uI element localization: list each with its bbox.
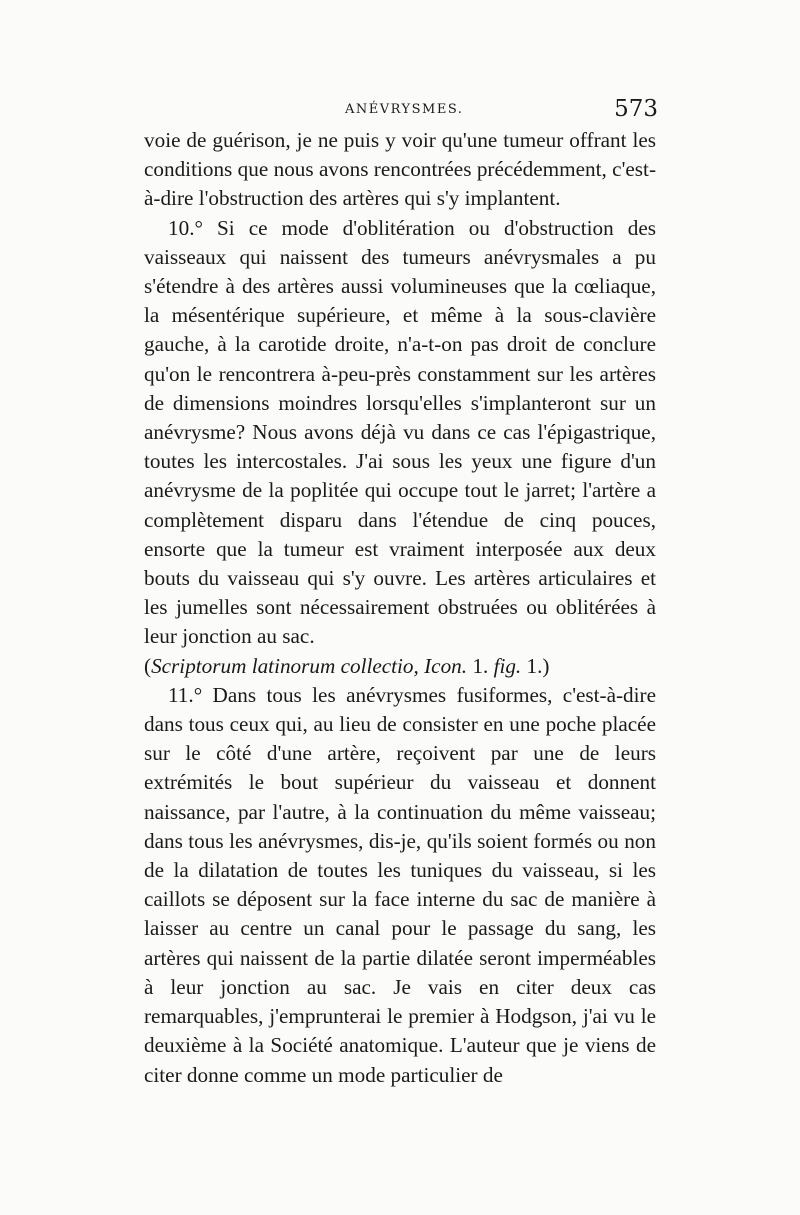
running-title: ANÉVRYSMES. <box>345 102 464 117</box>
paragraph-10-text: 10.° Si ce mode d'oblitération ou d'obstruction des vaisseaux qui naissent des tumeurs anévrysmales a pu s'étendre à des artères aussi volumineuses que la cœliaque, la mésentérique supérieure, et même à la sous-clavière gauche, à la carotide droite, n'a-t-on pas droit de conclure qu'on le rencontrera à-peu-près constamment sur les artères de dimensions moindres lorsqu'elles s'implanteront sur un anévrysme? Nous avons déjà vu dans ce cas l'épigastrique, toutes les intercostales. J'ai sous les yeux une figure d'un anévrysme de la poplitée qui occupe tout le jarret; l'artère a complètement disparu dans l'étendue de cinq pouces, ensorte que la tumeur est vraiment interposée aux deux bouts du vaisseau qui s'y ouvre. Les artères articulaires et les jumelles sont nécessairement obstruées ou oblitérées à leur jonction au sac. <box>144 215 656 649</box>
page-number: 573 <box>614 96 658 122</box>
body-text <box>144 126 656 1090</box>
citation-end: 1.) <box>521 653 550 678</box>
citation-open: ( <box>144 653 152 678</box>
citation-fig: fig. <box>493 653 522 678</box>
running-head <box>140 96 660 128</box>
citation-title: Scriptorum latinorum collectio, Icon. <box>151 653 468 678</box>
paragraph-11: 11.° Dans tous les anévrysmes fusiformes, c'est-à-dire dans tous ceux qui, au lieu de consister en une poche placée sur le côté d'une artère, reçoivent par une de leurs extrémités le bout supérieur du vaisseau et donnent naissance, par l'autre, à la continuation du même vaisseau; dans tous les anévrysmes, dis-je, qu'ils soient formés ou non de la dilatation de toutes les tuniques du vaisseau, si les caillots se déposent sur la face interne du sac de manière à laisser au centre un canal pour le passage du sang, les artères qui naissent de la partie dilatée seront imperméables à leur jonction au sac. Je vais en citer deux cas remarquables, j'emprunterai le premier à Hodgson, j'ai vu le deuxième à la Société anatomique. L'auteur que je viens de citer donne comme un mode particulier de <box>144 682 656 1087</box>
paragraph-continued: voie de guérison, je ne puis y voir qu'une tumeur offrant les conditions que nous avons rencontrées précédemment, c'est-à-dire l'obstruction des artères qui s'y implantent. <box>144 128 656 211</box>
paragraph-10 <box>144 214 656 681</box>
citation-number: 1. <box>467 653 494 678</box>
